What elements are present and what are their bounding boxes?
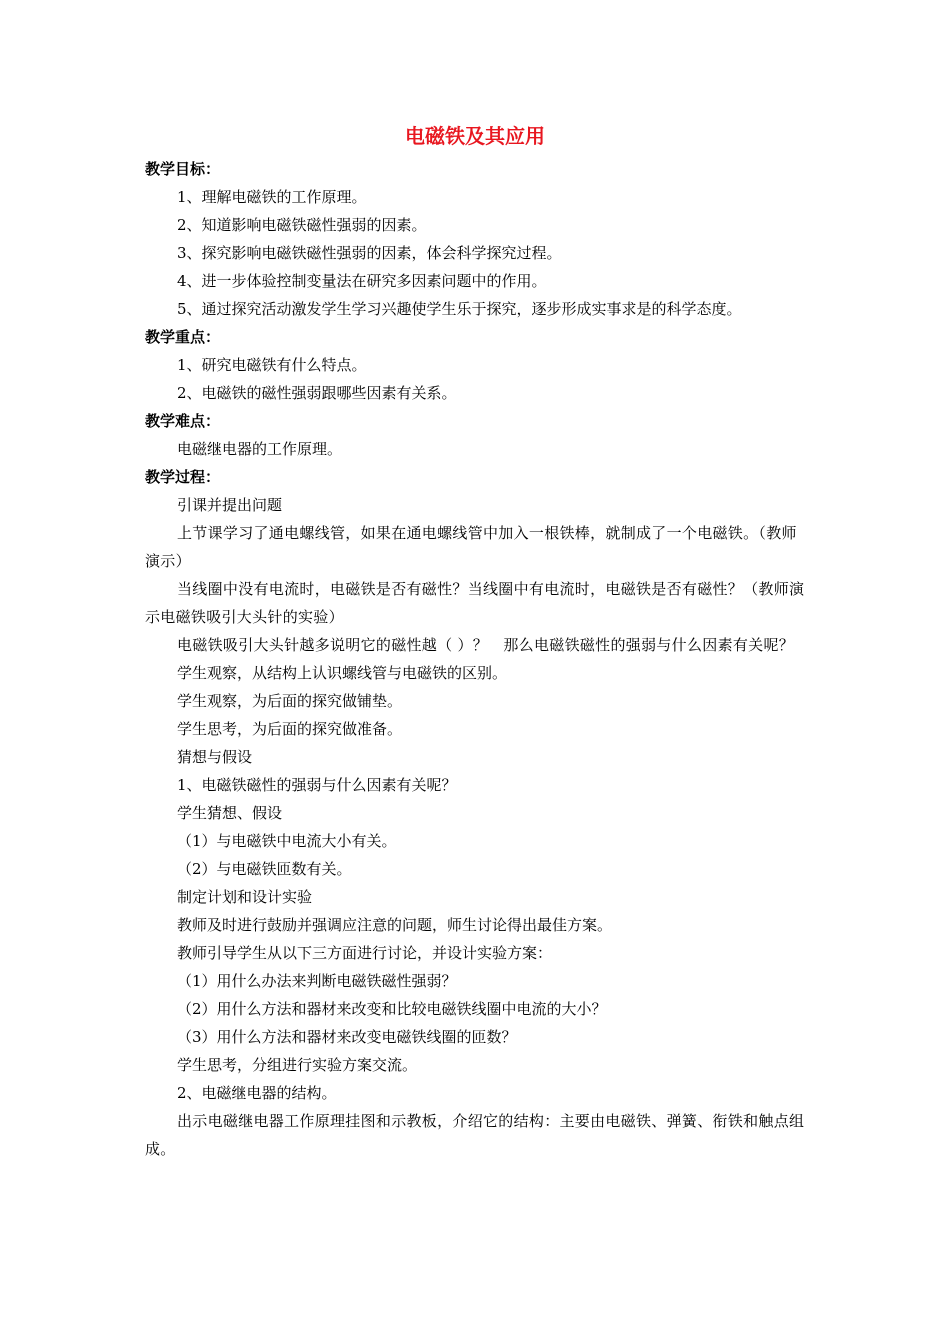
process-paragraph: 2、电磁继电器的结构。 [177, 1084, 337, 1102]
document-body [145, 155, 805, 1163]
difficulties-heading: 教学难点： [145, 412, 221, 430]
process-paragraph: （1）用什么办法来判断电磁铁磁性强弱？ [177, 972, 457, 990]
process-paragraph: 学生思考，分组进行实验方案交流。 [177, 1056, 418, 1074]
process-paragraph: 1、电磁铁磁性的强弱与什么因素有关呢？ [177, 776, 457, 794]
key-point-item: 1、研究电磁铁有什么特点。 [177, 356, 367, 374]
process-paragraph: 学生猜想、假设 [177, 804, 283, 822]
process-paragraph: 上节课学习了通电螺线管，如果在通电螺线管中加入一根铁棒，就制成了一个电磁铁。（教师演示） [145, 524, 797, 570]
difficulty-item: 电磁继电器的工作原理。 [177, 440, 343, 458]
process-paragraph: 猜想与假设 [177, 748, 253, 766]
process-paragraph: 学生观察，从结构上认识螺线管与电磁铁的区别。 [177, 664, 508, 682]
process-heading: 教学过程： [145, 468, 221, 486]
objective-item: 2、知道影响电磁铁磁性强弱的因素。 [177, 216, 427, 234]
process-paragraph: （1）与电磁铁中电流大小有关。 [177, 832, 397, 850]
process-paragraph: 出示电磁继电器工作原理挂图和示教板，介绍它的结构：主要由电磁铁、弹簧、衔铁和触点组成。 [145, 1112, 805, 1158]
process-paragraph: 教师及时进行鼓励并强调应注意的问题，师生讨论得出最佳方案。 [177, 916, 613, 934]
process-paragraph: 教师引导学生从以下三方面进行讨论，并设计实验方案： [177, 944, 553, 962]
objectives-heading: 教学目标： [145, 160, 221, 178]
key-points-heading: 教学重点： [145, 328, 221, 346]
process-paragraph: 当线圈中没有电流时，电磁铁是否有磁性？当线圈中有电流时，电磁铁是否有磁性？（教师演示电磁铁吸引大头针的实验） [145, 580, 805, 626]
process-paragraph: 引课并提出问题 [177, 496, 283, 514]
document-title: 电磁铁及其应用 [405, 124, 545, 148]
process-paragraph: （3）用什么方法和器材来改变电磁铁线圈的匝数？ [177, 1028, 517, 1046]
process-paragraph: （2）用什么方法和器材来改变和比较电磁铁线圈中电流的大小？ [177, 1000, 607, 1018]
process-paragraph: （2）与电磁铁匝数有关。 [177, 860, 352, 878]
process-paragraph: 学生思考，为后面的探究做准备。 [177, 720, 403, 738]
objective-item: 3、探究影响电磁铁磁性强弱的因素，体会科学探究过程。 [177, 244, 562, 262]
process-paragraph: 电磁铁吸引大头针越多说明它的磁性越（ ）？ 那么电磁铁磁性的强弱与什么因素有关呢？ [177, 636, 795, 654]
objective-item: 4、进一步体验控制变量法在研究多因素问题中的作用。 [177, 272, 547, 290]
objective-item: 1、理解电磁铁的工作原理。 [177, 188, 367, 206]
objective-item: 5、通过探究活动激发学生学习兴趣使学生乐于探究，逐步形成实事求是的科学态度。 [177, 300, 742, 318]
process-paragraph: 制定计划和设计实验 [177, 888, 313, 906]
process-paragraph: 学生观察，为后面的探究做铺垫。 [177, 692, 403, 710]
key-point-item: 2、电磁铁的磁性强弱跟哪些因素有关系。 [177, 384, 457, 402]
